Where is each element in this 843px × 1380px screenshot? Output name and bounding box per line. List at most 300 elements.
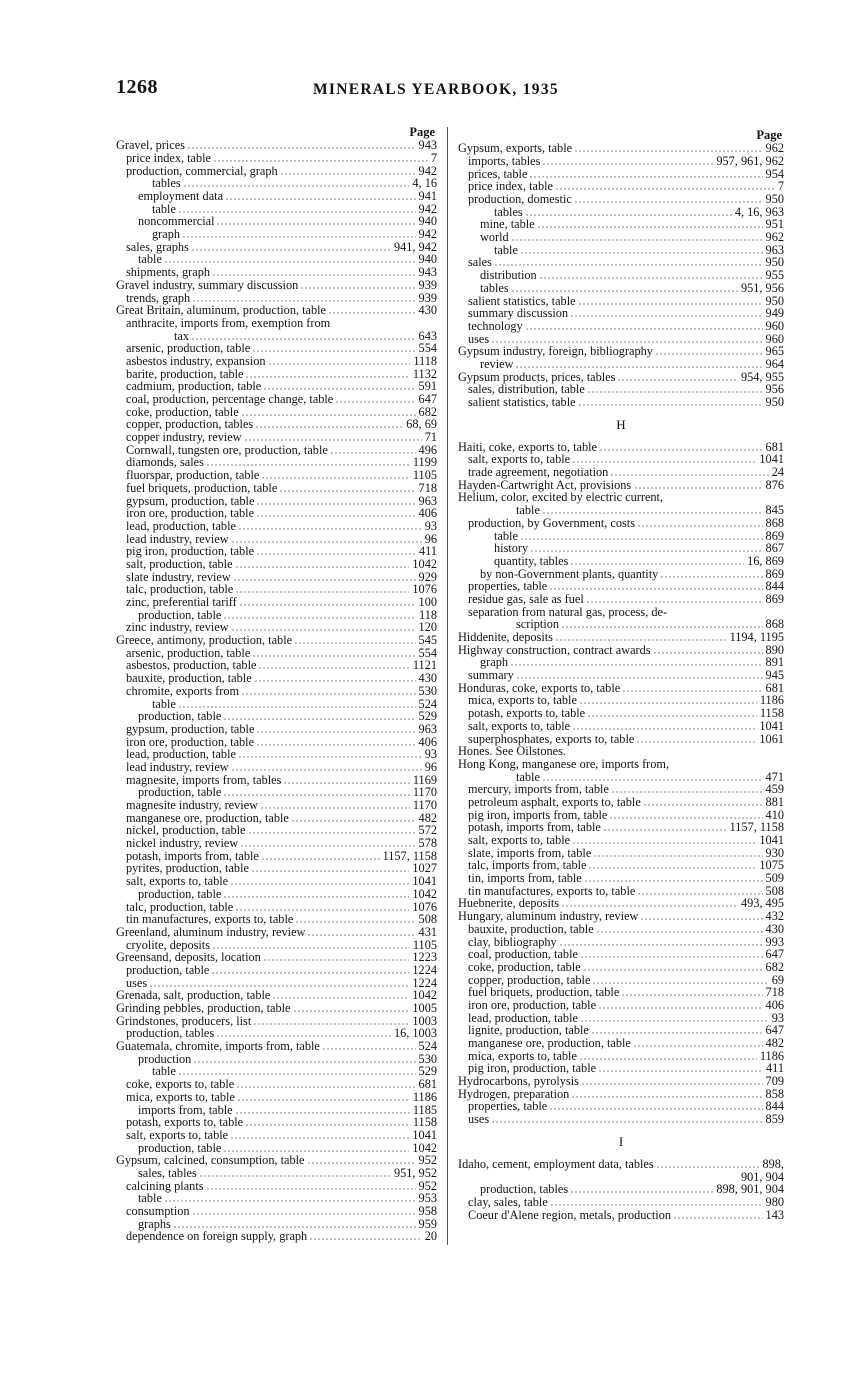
page-reference: 867 bbox=[765, 541, 784, 556]
page-reference: 939 bbox=[418, 277, 437, 292]
page-reference: 942 bbox=[418, 227, 437, 242]
page-reference: 530 bbox=[418, 683, 437, 698]
index-entry bbox=[116, 266, 437, 279]
page-reference: 890 bbox=[765, 642, 784, 657]
dot-leader bbox=[193, 1061, 415, 1063]
index-entry bbox=[116, 317, 437, 330]
dot-leader bbox=[164, 261, 416, 263]
index-entry bbox=[116, 1129, 437, 1142]
dot-leader bbox=[212, 947, 410, 949]
page-reference: 647 bbox=[765, 1023, 784, 1038]
page-reference: 959 bbox=[418, 1216, 437, 1231]
page-reference: 430 bbox=[418, 303, 437, 318]
index-entry bbox=[458, 504, 784, 517]
dot-leader bbox=[183, 185, 410, 187]
index-entry bbox=[116, 1167, 437, 1180]
dot-leader bbox=[570, 1191, 713, 1193]
page-reference: 965 bbox=[765, 344, 784, 359]
index-term: magnesite industry, review bbox=[126, 798, 259, 813]
index-term: production, table bbox=[126, 962, 210, 977]
page-reference: 410 bbox=[765, 807, 784, 822]
dot-leader bbox=[291, 820, 416, 822]
index-entry bbox=[458, 758, 784, 771]
page-reference: 1223 bbox=[412, 950, 437, 965]
index-term: employment data bbox=[138, 189, 224, 204]
index-term: Gypsum, exports, table bbox=[458, 141, 573, 156]
page-reference: 681 bbox=[765, 680, 784, 695]
index-term: world bbox=[480, 230, 509, 245]
page-reference: 406 bbox=[765, 997, 784, 1012]
index-term: salt, exports to, table bbox=[126, 874, 229, 889]
page-reference: 951, 952 bbox=[393, 1165, 437, 1180]
dot-leader bbox=[223, 617, 416, 619]
dot-leader bbox=[581, 1083, 763, 1085]
index-term: trade agreement, negotiation bbox=[468, 465, 609, 480]
page-reference: 1170 bbox=[412, 785, 437, 800]
page-reference: 962 bbox=[765, 141, 784, 156]
index-term: Idaho, cement, employment data, tables bbox=[458, 1156, 654, 1171]
index-entry bbox=[458, 1037, 784, 1050]
index-entry bbox=[458, 1158, 784, 1171]
dot-leader bbox=[235, 909, 409, 911]
dot-leader bbox=[178, 1073, 416, 1075]
index-term: potash, exports to, table bbox=[468, 706, 586, 721]
page-reference: 16, 869 bbox=[747, 553, 784, 568]
index-term: coal, production, table bbox=[468, 947, 578, 962]
page-reference: 858 bbox=[765, 1086, 784, 1101]
index-term: talc, production, table bbox=[126, 582, 234, 597]
index-column-right bbox=[458, 128, 784, 1221]
dot-leader bbox=[561, 626, 763, 628]
dot-leader bbox=[549, 1108, 762, 1110]
page-reference: 572 bbox=[418, 823, 437, 838]
index-entry bbox=[458, 1209, 784, 1222]
index-term: bauxite, production, table bbox=[468, 921, 594, 936]
index-entry bbox=[458, 555, 784, 568]
page-reference: 956 bbox=[765, 382, 784, 397]
index-entry bbox=[116, 482, 437, 495]
dot-leader bbox=[515, 366, 762, 368]
index-term: manganese ore, production, table bbox=[126, 810, 289, 825]
index-term: Honduras, coke, exports to, table bbox=[458, 680, 621, 695]
dot-leader bbox=[178, 706, 416, 708]
index-term: arsenic, production, table bbox=[126, 645, 251, 660]
dot-leader bbox=[596, 931, 763, 933]
index-entry bbox=[458, 669, 784, 682]
index-entry bbox=[116, 431, 437, 444]
index-entry bbox=[116, 634, 437, 647]
dot-leader bbox=[539, 277, 763, 279]
dot-leader bbox=[572, 728, 756, 730]
index-term: tin, imports from, table bbox=[468, 871, 582, 886]
index-term: Coeur d'Alene region, metals, production bbox=[468, 1207, 672, 1222]
index-entry bbox=[458, 923, 784, 936]
index-entry bbox=[458, 1196, 784, 1209]
page-reference: 93 bbox=[771, 1010, 784, 1025]
page-reference: 1061 bbox=[759, 731, 784, 746]
index-entry bbox=[458, 1100, 784, 1113]
index-term: gypsum, production, table bbox=[126, 493, 255, 508]
index-entry bbox=[116, 1078, 437, 1091]
index-term: Hayden-Cartwright Act, provisions bbox=[458, 477, 632, 492]
page-reference: 869 bbox=[765, 566, 784, 581]
page-reference: 682 bbox=[765, 959, 784, 974]
index-term: production, table bbox=[138, 886, 222, 901]
dot-leader bbox=[591, 1032, 763, 1034]
dot-leader bbox=[213, 160, 428, 162]
index-term: cadmium, production, table bbox=[126, 379, 262, 394]
index-term: table bbox=[516, 769, 540, 784]
page-reference: 898, 901, 904 bbox=[716, 1182, 784, 1197]
index-term: salt, exports to, table bbox=[468, 833, 571, 848]
dot-leader bbox=[223, 794, 410, 796]
index-entry bbox=[458, 1075, 784, 1088]
dot-leader bbox=[216, 1035, 391, 1037]
page-reference: 957, 961, 962 bbox=[716, 153, 784, 168]
page-reference: 430 bbox=[418, 671, 437, 686]
index-entry bbox=[458, 593, 784, 606]
index-term: salt, exports to, table bbox=[468, 718, 571, 733]
page-column-heading: Page bbox=[756, 128, 782, 142]
dot-leader bbox=[643, 804, 763, 806]
dot-leader bbox=[583, 969, 763, 971]
page-reference: 876 bbox=[765, 477, 784, 492]
index-term: mica, exports to, table bbox=[126, 1089, 235, 1104]
page-reference: 859 bbox=[765, 1112, 784, 1127]
index-term: Hong Kong, manganese ore, imports from, bbox=[458, 756, 670, 771]
index-term: petroleum asphalt, exports to, table bbox=[468, 794, 641, 809]
page-reference: 643 bbox=[418, 328, 437, 343]
dot-leader bbox=[559, 944, 763, 946]
index-term: uses bbox=[468, 1112, 490, 1127]
page-reference: 681 bbox=[418, 1077, 437, 1092]
index-entry bbox=[116, 228, 437, 241]
section-letter-heading: H bbox=[616, 416, 626, 432]
index-term: table bbox=[516, 503, 540, 518]
dot-leader bbox=[621, 994, 762, 996]
dot-leader bbox=[191, 249, 391, 251]
dot-leader bbox=[261, 477, 409, 479]
index-term: price index, table bbox=[468, 179, 554, 194]
dot-leader bbox=[555, 639, 727, 641]
dot-leader bbox=[542, 163, 713, 165]
dot-leader bbox=[239, 604, 416, 606]
dot-leader bbox=[537, 226, 763, 228]
index-entry bbox=[458, 1113, 784, 1126]
dot-leader bbox=[586, 601, 763, 603]
index-entry bbox=[458, 631, 784, 644]
dot-leader bbox=[248, 832, 416, 834]
dot-leader bbox=[178, 211, 416, 213]
index-term: summary bbox=[468, 668, 514, 683]
index-entry bbox=[116, 1180, 437, 1193]
index-entry bbox=[458, 269, 784, 282]
page-reference: 647 bbox=[765, 947, 784, 962]
dot-leader bbox=[279, 490, 415, 492]
dot-leader bbox=[491, 341, 762, 343]
index-term: iron ore, production, table bbox=[126, 734, 255, 749]
index-entry bbox=[116, 926, 437, 939]
page-reference: 93 bbox=[424, 747, 437, 762]
index-term: cryolite, deposits bbox=[126, 937, 211, 952]
page-reference: 482 bbox=[765, 1036, 784, 1051]
index-term: Gypsum industry, foreign, bibliography bbox=[458, 344, 653, 359]
index-term: lignite, production, table bbox=[468, 1023, 589, 1038]
page-reference: 1118 bbox=[413, 353, 437, 368]
index-term: salt, exports to, table bbox=[468, 452, 571, 467]
index-entry bbox=[116, 685, 437, 698]
dot-leader bbox=[579, 1058, 757, 1060]
index-term: Gypsum, calcined, consumption, table bbox=[116, 1153, 305, 1168]
dot-leader bbox=[283, 782, 409, 784]
index-term: zinc industry, review bbox=[126, 620, 229, 635]
page-reference: 718 bbox=[418, 480, 437, 495]
index-term: Greenland, aluminum industry, review bbox=[116, 924, 306, 939]
page-reference: 868 bbox=[765, 617, 784, 632]
index-term: tax bbox=[174, 328, 190, 343]
index-entry bbox=[116, 393, 437, 406]
dot-leader bbox=[272, 997, 409, 999]
index-term: quantity, tables bbox=[494, 553, 569, 568]
index-term: uses bbox=[126, 975, 148, 990]
page-reference: 881 bbox=[765, 794, 784, 809]
index-term: potash, imports from, table bbox=[126, 848, 259, 863]
dot-leader bbox=[561, 905, 738, 907]
index-entry bbox=[116, 241, 437, 254]
index-term: coal, production, percentage change, table bbox=[126, 392, 334, 407]
page-reference: 949 bbox=[765, 306, 784, 321]
page-reference: 951 bbox=[765, 217, 784, 232]
dot-leader bbox=[530, 550, 762, 552]
index-term: review bbox=[480, 356, 514, 371]
index-term: Gypsum products, prices, tables bbox=[458, 369, 616, 384]
dot-leader bbox=[206, 1188, 416, 1190]
page-reference: 7 bbox=[430, 150, 437, 165]
page-reference: 1121 bbox=[412, 658, 437, 673]
index-term: sales, graphs bbox=[126, 239, 189, 254]
page-reference: 942 bbox=[418, 163, 437, 178]
dot-leader bbox=[252, 350, 415, 352]
page-reference: 509 bbox=[765, 871, 784, 886]
index-term: bauxite, production, table bbox=[126, 671, 252, 686]
dot-leader bbox=[322, 1048, 416, 1050]
page-reference: 964 bbox=[765, 356, 784, 371]
index-term: clay, bibliography bbox=[468, 934, 557, 949]
dot-leader bbox=[255, 426, 403, 428]
dot-leader bbox=[622, 690, 762, 692]
index-term: sales, distribution, table bbox=[468, 382, 585, 397]
dot-leader bbox=[307, 1162, 416, 1164]
index-entry bbox=[116, 723, 437, 736]
index-term: gypsum, production, table bbox=[126, 721, 255, 736]
page-reference: 952 bbox=[418, 1153, 437, 1168]
index-term: superphosphates, exports to, table bbox=[468, 731, 635, 746]
page-column-heading: Page bbox=[409, 125, 435, 139]
index-entry bbox=[458, 961, 784, 974]
index-term: coke, exports to, table bbox=[126, 1077, 235, 1092]
page-reference: 1042 bbox=[412, 1140, 437, 1155]
index-entry bbox=[458, 999, 784, 1012]
page-reference: 898, bbox=[762, 1156, 784, 1171]
dot-leader bbox=[570, 315, 762, 317]
index-term: Great Britain, aluminum, production, table bbox=[116, 303, 327, 318]
dot-leader bbox=[173, 1226, 416, 1228]
index-term: copper industry, review bbox=[126, 430, 242, 445]
page-reference: 529 bbox=[418, 709, 437, 724]
index-term: magnesite, imports from, tables bbox=[126, 772, 282, 787]
page-reference: 529 bbox=[418, 1064, 437, 1079]
page-reference: 953 bbox=[418, 1191, 437, 1206]
index-entry bbox=[116, 279, 437, 292]
page-reference: 508 bbox=[765, 883, 784, 898]
dot-leader bbox=[260, 807, 410, 809]
dot-leader bbox=[244, 439, 422, 441]
index-entry bbox=[116, 799, 437, 812]
index-entry bbox=[116, 1230, 437, 1243]
page-reference: 941, 942 bbox=[393, 239, 437, 254]
index-term: Huebnerite, deposits bbox=[458, 896, 560, 911]
dot-leader bbox=[307, 934, 415, 936]
index-term: tables bbox=[480, 280, 509, 295]
index-entry bbox=[458, 606, 784, 619]
page-reference: 68, 69 bbox=[406, 417, 437, 432]
dot-leader bbox=[673, 1217, 763, 1219]
page-reference: 845 bbox=[765, 503, 784, 518]
page-reference: 1041 bbox=[759, 452, 784, 467]
dot-leader bbox=[268, 363, 411, 365]
dot-leader bbox=[494, 264, 763, 266]
dot-leader bbox=[261, 858, 380, 860]
index-entry bbox=[116, 1002, 437, 1015]
index-entry bbox=[116, 1205, 437, 1218]
dot-leader bbox=[230, 1137, 409, 1139]
index-term: noncommercial bbox=[138, 214, 215, 229]
dot-leader bbox=[231, 769, 422, 771]
index-term: production, table bbox=[138, 607, 222, 622]
dot-leader bbox=[634, 487, 763, 489]
index-term: Hydrogen, preparation bbox=[458, 1086, 570, 1101]
page-reference: 963 bbox=[765, 242, 784, 257]
index-term: Grindstones, producers, list bbox=[116, 1013, 252, 1028]
index-term: chromite, exports from bbox=[126, 683, 240, 698]
page-reference: 958 bbox=[418, 1204, 437, 1219]
page-reference: 578 bbox=[418, 836, 437, 851]
index-entry bbox=[116, 190, 437, 203]
index-term: potash, exports to, table bbox=[126, 1115, 244, 1130]
index-term: barite, production, table bbox=[126, 366, 244, 381]
index-term: anthracite, imports from, exemption from bbox=[126, 315, 331, 330]
page-reference: 1194, 1195 bbox=[729, 630, 784, 645]
page-reference: 120 bbox=[418, 620, 437, 635]
section-letter-heading: I bbox=[618, 1133, 624, 1149]
index-term: table bbox=[494, 528, 518, 543]
index-term: manganese ore, production, table bbox=[468, 1036, 631, 1051]
page-reference: 980 bbox=[765, 1194, 784, 1209]
index-entry bbox=[458, 796, 784, 809]
dot-leader bbox=[280, 173, 416, 175]
dot-leader bbox=[233, 579, 416, 581]
dot-leader bbox=[223, 896, 409, 898]
index-term: tables bbox=[494, 204, 523, 219]
index-term: Cornwall, tungsten ore, production, table bbox=[126, 442, 328, 457]
page-reference: 24 bbox=[771, 465, 784, 480]
page-reference: 941 bbox=[418, 189, 437, 204]
dot-leader bbox=[636, 741, 756, 743]
index-term: production bbox=[138, 1051, 192, 1066]
index-term: Hydrocarbons, pyrolysis bbox=[458, 1074, 579, 1089]
index-term: production, table bbox=[138, 709, 222, 724]
dot-leader bbox=[235, 566, 410, 568]
dot-leader bbox=[237, 1099, 410, 1101]
page-reference: 524 bbox=[418, 696, 437, 711]
dot-leader bbox=[580, 1020, 769, 1022]
page-reference: 1003 bbox=[412, 1013, 437, 1028]
index-entry bbox=[116, 1091, 437, 1104]
dot-leader bbox=[579, 702, 757, 704]
index-term: slate, imports from, table bbox=[468, 845, 592, 860]
dot-leader bbox=[149, 985, 409, 987]
index-term: Grinding pebbles, production, table bbox=[116, 1001, 291, 1016]
dot-leader bbox=[182, 236, 416, 238]
dot-leader bbox=[609, 817, 762, 819]
page-reference: 545 bbox=[418, 633, 437, 648]
dot-leader bbox=[578, 303, 763, 305]
dot-leader bbox=[235, 591, 409, 593]
index-entry bbox=[458, 396, 784, 409]
dot-leader bbox=[637, 893, 762, 895]
index-term: copper, production, table bbox=[468, 972, 591, 987]
dot-leader bbox=[256, 744, 416, 746]
dot-leader bbox=[529, 176, 762, 178]
page-reference: 943 bbox=[418, 265, 437, 280]
index-term: Gravel industry, summary discussion bbox=[116, 277, 299, 292]
page-reference: 1186 bbox=[759, 1048, 784, 1063]
index-term: sales, tables bbox=[138, 1165, 197, 1180]
page-reference: 96 bbox=[424, 531, 437, 546]
page-reference: 431 bbox=[418, 924, 437, 939]
index-term: Grenada, salt, production, table bbox=[116, 988, 271, 1003]
page-reference: 718 bbox=[765, 985, 784, 1000]
index-entry bbox=[458, 244, 784, 257]
dot-leader bbox=[574, 201, 763, 203]
page-reference: 530 bbox=[418, 1051, 437, 1066]
dot-leader bbox=[230, 883, 409, 885]
index-term: table bbox=[494, 242, 518, 257]
dot-leader bbox=[610, 474, 768, 476]
index-entries-left bbox=[116, 139, 437, 1243]
index-term: coke, production, table bbox=[126, 404, 239, 419]
dot-leader bbox=[330, 452, 416, 454]
index-term: distribution bbox=[480, 268, 537, 283]
page-reference: 432 bbox=[765, 909, 784, 924]
page-reference: 482 bbox=[418, 810, 437, 825]
index-entry bbox=[458, 193, 784, 206]
index-term: Hungary, aluminum industry, review bbox=[458, 909, 639, 924]
page-reference: 681 bbox=[765, 439, 784, 454]
dot-leader bbox=[491, 1121, 762, 1123]
index-term: slate industry, review bbox=[126, 569, 231, 584]
page-reference: 950 bbox=[765, 395, 784, 410]
index-term: coke, production, table bbox=[468, 959, 581, 974]
dot-leader bbox=[231, 541, 422, 543]
dot-leader bbox=[653, 652, 763, 654]
page-reference: 93 bbox=[424, 518, 437, 533]
index-term: table bbox=[152, 1064, 176, 1079]
page-reference: 1105 bbox=[412, 937, 437, 952]
dot-leader bbox=[571, 1096, 762, 1098]
dot-leader bbox=[206, 464, 410, 466]
page-reference: 1157, 1158 bbox=[729, 820, 784, 835]
